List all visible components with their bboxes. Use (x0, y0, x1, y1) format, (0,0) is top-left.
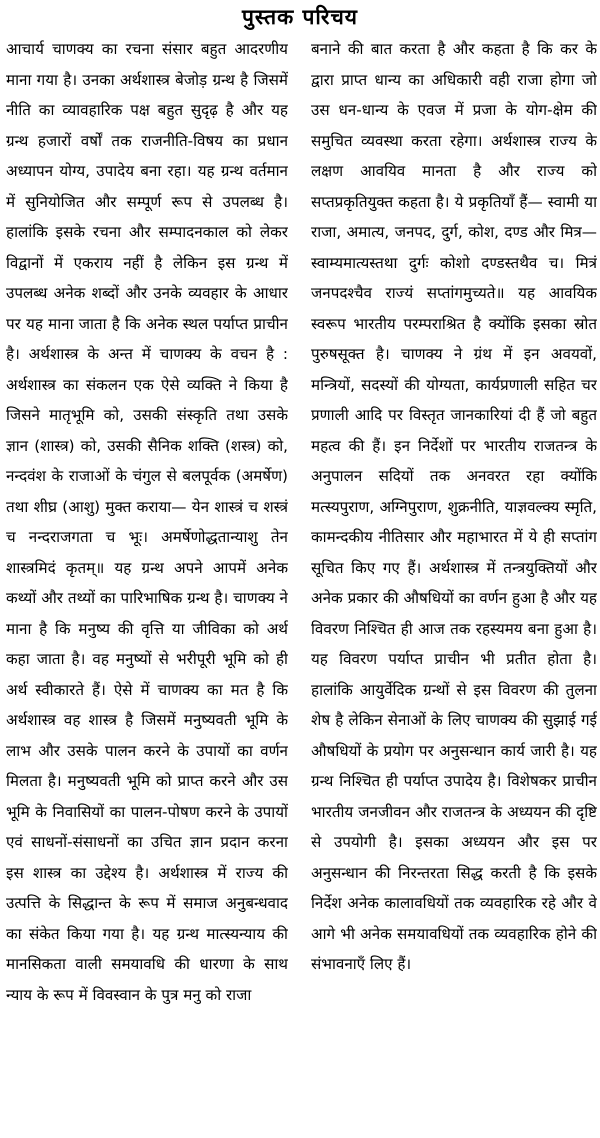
text-columns (3, 34, 597, 1134)
right-column-text: बनाने की बात करता है और कहता है कि कर के द्वारा प्राप्त धान्य का अधिकारी वही राजा होगा जो उस धन-धान्य के एवज में प्रजा के योग-क्षेम की समुचित व्यवस्था करता रहेगा। अर्थशास्त्र राज्य के लक्षण आवयिव मानता है और राज्य को सप्तप्रकृतियुक्त कहता है। ये प्रकृतियाँ हैं— स्वामी या राजा, अमात्य, जनपद, दुर्ग, कोश, दण्ड और मित्र— स्वाम्यमात्यस्तथा दुर्गः कोशो दण्डस्तथैव च। मित्रं जनपदश्चैव राज्यं सप्तांगमुच्यते॥ यह आवयिक स्वरूप भारतीय परम्पराश्रित है क्योंकि इसका स्रोत पुरुषसूक्त है। चाणक्य ने ग्रंथ में इन अवयवों, मन्त्रियों, सदस्यों की योग्यता, कार्यप्रणाली सहित चर प्रणाली आदि पर विस्तृत जानकारियां दी हैं जो बहुत महत्व की हैं। इन निर्देशों पर भारतीय राजतन्त्र के अनुपालन सदियों तक अनवरत रहा क्योंकि मत्स्यपुराण, अग्निपुराण, शुक्रनीति, याज्ञवल्क्य स्मृति, कामन्दकीय नीतिसार और महाभारत में ये ही सप्तांग सूचित किए गए हैं। अर्थशास्त्र में तन्त्रयुक्तियों और अनेक प्रकार की औषधियों का वर्णन हुआ है और यह विवरण निश्चित ही आज तक रहस्यमय बना हुआ है। यह विवरण पर्याप्त प्राचीन भी प्रतीत होता है। हालांकि आयुर्वेदिक ग्रन्थों से इस विवरण की तुलना शेष है लेकिन सेनाओं के लिए चाणक्य की सुझाई गई औषधियों के प्रयोग पर अनुसन्धान कार्य जारी है। यह ग्रन्थ निश्चित ही पर्याप्त उपादेय है। विशेषकर प्राचीन भारतीय जनजीवन और राजतन्त्र के अध्ययन की दृष्टि से उपयोगी है। इसका अध्ययन और इस पर अनुसन्धान की निरन्तरता सिद्ध करती है कि इसके निर्देश अनेक कालावधियों तक व्यवहारिक रहे और वे आगे भी अनेक समयावधियों तक व्यवहारिक होने की संभावनाएँ लिए हैं। (311, 40, 597, 973)
page-title: पुस्तक परिचय (242, 5, 358, 29)
left-column-text: आचार्य चाणक्य का रचना संसार बहुत आदरणीय माना गया है। उनका अर्थशास्त्र बेजोड़ ग्रन्थ है जिसमें नीति का व्यावहारिक पक्ष बहुत सुदृढ़ है और यह ग्रन्थ हजारों वर्षों तक राजनीति-विषय का प्रधान अध्यापन योग्य, उपादेय बना रहा। यह ग्रन्थ वर्तमान में सुनियोजित और सम्पूर्ण रूप से उपलब्ध है। हालांकि इसके रचना और सम्पादनकाल को लेकर विद्वानों में एकराय नहीं है लेकिन इस ग्रन्थ में उपलब्ध अनेक शब्दों और उनके व्यवहार के आधार पर यह माना जाता है कि अनेक स्थल पर्याप्त प्राचीन है। अर्थशास्त्र के अन्त में चाणक्य के वचन है : अर्थशास्त्र का संकलन एक ऐसे व्यक्ति ने किया है जिसने मातृभूमि को, उसकी संस्कृति तथा उसके ज्ञान (शास्त्र) को, उसकी सैनिक शक्ति (शस्त्र) को, नन्दवंश के राजाओं के चंगुल से बलपूर्वक (अमर्षेण) तथा शीघ्र (आशु) मुक्त कराया— येन शास्त्रं च शस्त्रं च नन्दराजगता च भूः। अमर्षेणोद्धतान्याशु तेन शास्त्रमिदं कृतम्॥ यह ग्रन्थ अपने आपमें अनेक कथ्यों और तथ्यों का पारिभाषिक ग्रन्थ है। चाणक्य ने माना है कि मनुष्य की वृत्ति या जीविका को अर्थ कहा जाता है। वह मनुष्यों से भरीपूरी भूमि को ही अर्थ स्वीकारते हैं। ऐसे में चाणक्य का मत है कि अर्थशास्त्र वह शास्त्र है जिसमें मनुष्यवती भूमि के लाभ और उसके पालन करने के उपायों का वर्णन मिलता है। मनुष्यवती भूमि को प्राप्त करने और उस भूमि के निवासियों का पालन-पोषण करने के उपायों एवं साधनों-संसाधनों का उचित ज्ञान प्रदान करना इस शास्त्र का उद्देश्य है। अर्थशास्त्र में राज्य की उत्पत्ति के सिद्धान्त के रूप में समाज अनुबन्धवाद का संकेत किया गया है। यह ग्रन्थ मात्स्यन्याय की मानसिकता वाली समयावधि की धारणा के साथ न्याय के रूप में विवस्वान के पुत्र मनु को राजा (6, 40, 288, 1004)
right-column (311, 34, 597, 1134)
left-column (6, 34, 288, 1134)
column-gap (299, 34, 300, 1134)
